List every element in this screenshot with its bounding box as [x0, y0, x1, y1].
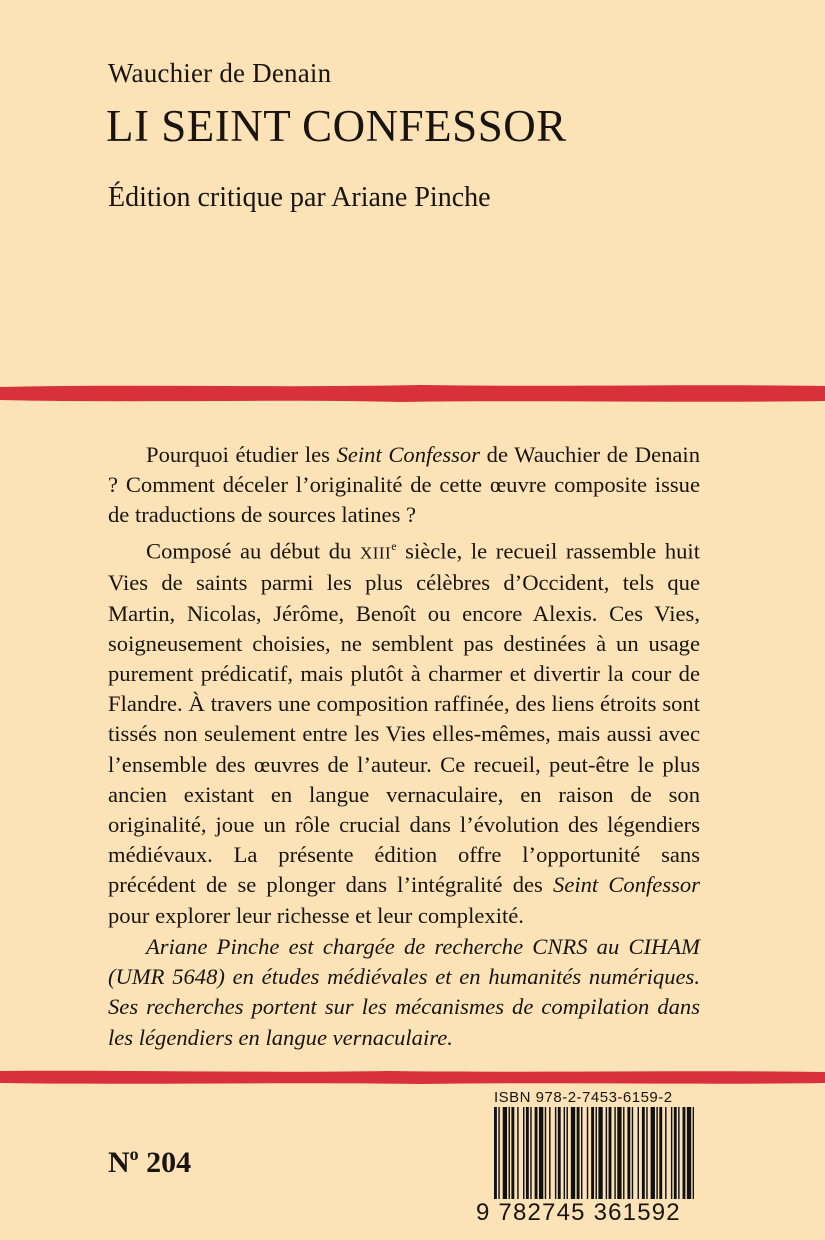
- isbn-label: ISBN 978-2-7453-6159-2: [494, 1089, 673, 1106]
- editor-line: Édition critique par Ariane Pinche: [108, 182, 491, 213]
- series-number: $N^o$ 204: [108, 1144, 192, 1179]
- book-title: LI SEINT CONFESSOR: [106, 101, 567, 151]
- author-bio: Ariane Pinche est chargée de recherche CNRS au CIHAM (UMR 5648) en études médiévales et en humanités numériques. Ses recherches portent sur les mécanismes de compilation dans les légendiers en langue vernaculaire.: [108, 934, 700, 1050]
- author-name: Wauchier de Denain: [108, 58, 332, 88]
- top-red-band: [0, 383, 825, 404]
- barcode-bars: [494, 1107, 694, 1207]
- barcode-digits: 9 782745 361592: [476, 1199, 712, 1227]
- blurb-paragraph-2: Composé au début du XIIIe siècle, le recueil rassemble huit Vies de saints parmi les plus célèbres d’Occident, tels que Martin, Nicolas, Jérôme, Benoît ou encore Alexis. Ces Vies, soigneusement choisies, ne semblent pas destinées à un usage purement prédicatif, mais plutôt à charmer et divertir la cour de Flandre. À travers une composition raffinée, des liens étroits sont tissés non seulement entre les Vies elles-mêmes, mais aussi avec l’ensemble des œuvres de l’auteur. Ce recueil, peut-être le plus ancien existant en langue vernaculaire, en raison de son originalité, joue un rôle crucial dans l’évolution des légendiers médiévaux. La présente édition offre l’opportunité sans précédent de se plonger dans l’intégralité des Seint Confessor pour explorer leur richesse et leur complexité.: [108, 538, 700, 928]
- isbn-barcode: [474, 1087, 714, 1240]
- bottom-red-band: [0, 1068, 825, 1087]
- blurb-paragraph-1: Pourquoi étudier les Seint Confessor de Wauchier de Denain ? Comment déceler l’originalité de cette œuvre composite issue de traductions de sources latines ?: [108, 442, 701, 528]
- blurb-text: [108, 440, 700, 931]
